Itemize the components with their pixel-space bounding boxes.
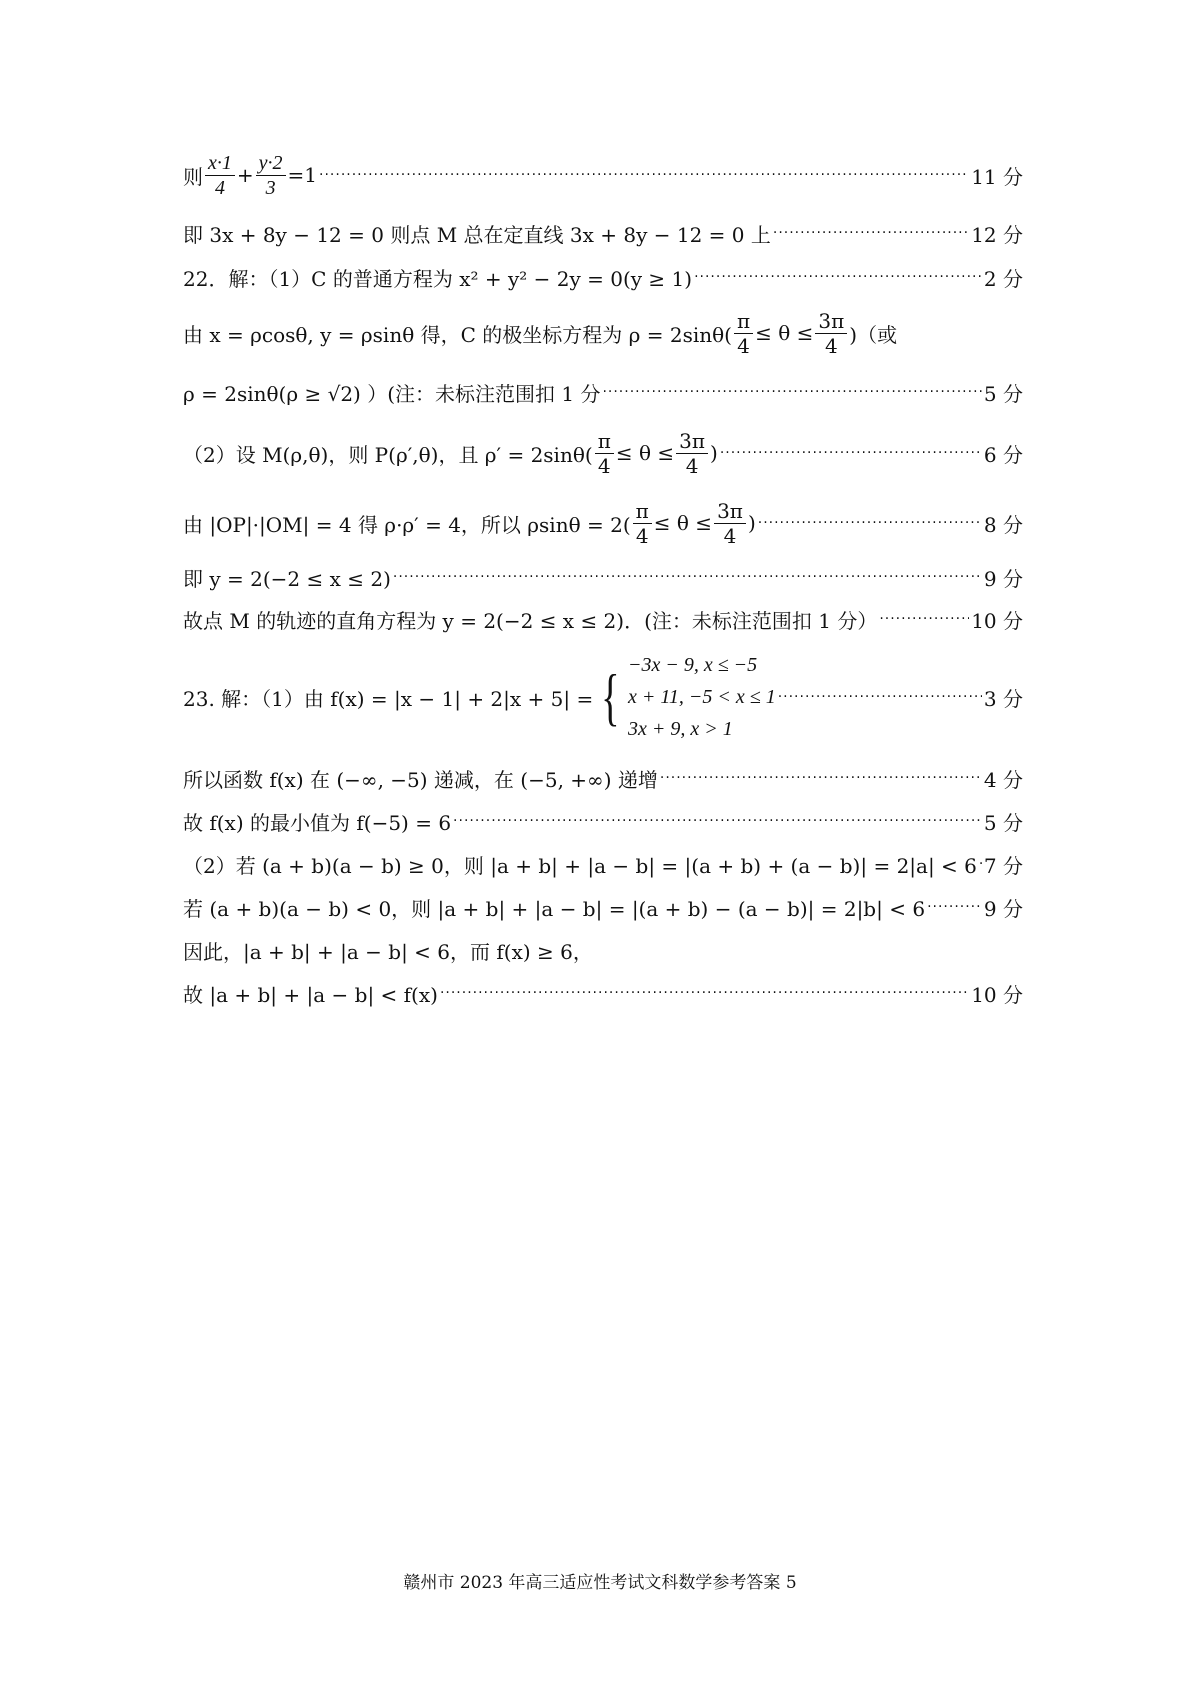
score: 10 分 xyxy=(971,608,1023,633)
score: 5 分 xyxy=(983,810,1023,835)
score: 9 分 xyxy=(983,896,1023,921)
leader-dots xyxy=(393,569,982,585)
line-minimum: 故 f(x) 的最小值为 f(−5) = 6 ····· 5 分 xyxy=(183,806,1023,836)
line-monotonic: 所以函数 f(x) 在 (−∞, −5) 递减，在 (−5, +∞) 递增 ····· 4 分 xyxy=(183,763,1023,793)
leader-dots xyxy=(602,384,981,400)
score: 5 分 xyxy=(983,381,1023,406)
leader-dots xyxy=(979,856,982,872)
score: 12 分 xyxy=(971,222,1023,247)
fraction: $\frac{3\pi}{4}$ xyxy=(815,309,847,358)
leader-dots xyxy=(879,611,969,627)
line-11: 则 $\frac{x\cdot 1}{4}$ + $\frac{y\cdot 2}{3}$ =1 ····· 11 分 xyxy=(183,145,1023,205)
leader-dots xyxy=(453,813,982,829)
line-op-om: 由 |OP|·|OM| = 4 得 ρ·ρ′ = 4，所以 ρsinθ = 2( $\frac{\pi}{4}$ ≤ θ ≤ $\frac{3\pi}{4}$ ) ····· 8 分 xyxy=(183,495,1023,551)
line-case-ge: （2）若 (a + b)(a − b) ≥ 0，则 |a + b| + |a − b| = |(a + b) + (a − b)| = 2|a| < 6 ····· 7 分 xyxy=(183,849,1023,879)
line-12: 即 3x + 8y − 12 = 0 则点 M 总在定直线 3x + 8y − 12 = 0 上 ····· 12 分 xyxy=(183,218,1023,248)
leader-dots xyxy=(694,269,982,285)
line-q22-2: （2）设 M(ρ,θ)，则 P(ρ′,θ)，且 ρ′ = 2sinθ( $\frac{\pi}{4}$ ≤ θ ≤ $\frac{3\pi}{4}$ ) ····· 6 分 xyxy=(183,425,1023,481)
line-y-eq: 即 y = 2(−2 ≤ x ≤ 2) ····· 9 分 xyxy=(183,562,1023,592)
page-footer: 赣州市 2023 年高三适应性考试文科数学参考答案 5 xyxy=(403,1573,797,1593)
score: 11 分 xyxy=(971,164,1023,189)
leader-dots xyxy=(773,225,969,241)
score: 3 分 xyxy=(983,686,1023,711)
fraction: $\frac{\pi}{4}$ xyxy=(633,499,652,548)
line-locus: 故点 M 的轨迹的直角方程为 y = 2(−2 ≤ x ≤ 2)．(注：未标注范围扣 1 分） ····· 10 分 xyxy=(183,604,1023,634)
line-therefore: 因此，|a + b| + |a − b| < 6，而 f(x) ≥ 6， xyxy=(183,939,593,964)
line-conclusion: 故 |a + b| + |a − b| < f(x) ····· 10 分 xyxy=(183,978,1023,1008)
score: 4 分 xyxy=(983,767,1023,792)
leader-dots xyxy=(660,770,982,786)
fraction: $\frac{\pi}{4}$ xyxy=(734,309,753,358)
fraction: $\frac{3\pi}{4}$ xyxy=(714,499,746,548)
fraction: $\frac{y\cdot 2}{3}$ xyxy=(256,151,286,200)
score: 7 分 xyxy=(983,853,1023,878)
score: 10 分 xyxy=(971,982,1023,1007)
leader-dots xyxy=(758,515,982,531)
fraction: $\frac{3\pi}{4}$ xyxy=(676,429,708,478)
score: 8 分 xyxy=(983,512,1023,537)
leader-dots xyxy=(720,445,982,461)
fraction: $\frac{x\cdot 1}{4}$ xyxy=(205,151,235,200)
leader-dots xyxy=(927,899,982,915)
score: 9 分 xyxy=(983,566,1023,591)
text-prefix: 则 xyxy=(183,164,203,189)
line-q22-1: 22．解：（1）C 的普通方程为 x² + y² − 2y = 0(y ≥ 1) ····· 2 分 xyxy=(183,262,1023,292)
fraction: $\frac{\pi}{4}$ xyxy=(595,429,614,478)
piecewise-function: { −3x − 9, x ≤ −5 x + 11, −5 < x ≤ 1 3x + 9, x > 1 xyxy=(601,654,776,740)
score: 6 分 xyxy=(983,442,1023,467)
line-q23-1: 23. 解：（1）由 f(x) = |x − 1| + 2|x + 5| = { −3x − 9, x ≤ −5 x + 11, −5 < x ≤ 1 3x + 9, x > 1 ····· 3 分 xyxy=(183,647,1023,747)
line-polar-alt: ρ = 2sinθ(ρ ≥ √2) ）(注：未标注范围扣 1 分 ····· 5 分 xyxy=(183,377,1023,407)
leader-dots xyxy=(319,167,969,183)
leader-dots xyxy=(778,689,982,705)
score: 2 分 xyxy=(983,266,1023,291)
line-case-lt: 若 (a + b)(a − b) < 0，则 |a + b| + |a − b| = |(a + b) − (a − b)| = 2|b| < 6 ····· 9 分 xyxy=(183,892,1023,922)
leader-dots xyxy=(440,985,969,1001)
line-polar-eq: 由 x = ρcosθ, y = ρsinθ 得，C 的极坐标方程为 ρ = 2sinθ( $\frac{\pi}{4}$ ≤ θ ≤ $\frac{3\pi}{4}$ )（或 xyxy=(183,308,898,358)
